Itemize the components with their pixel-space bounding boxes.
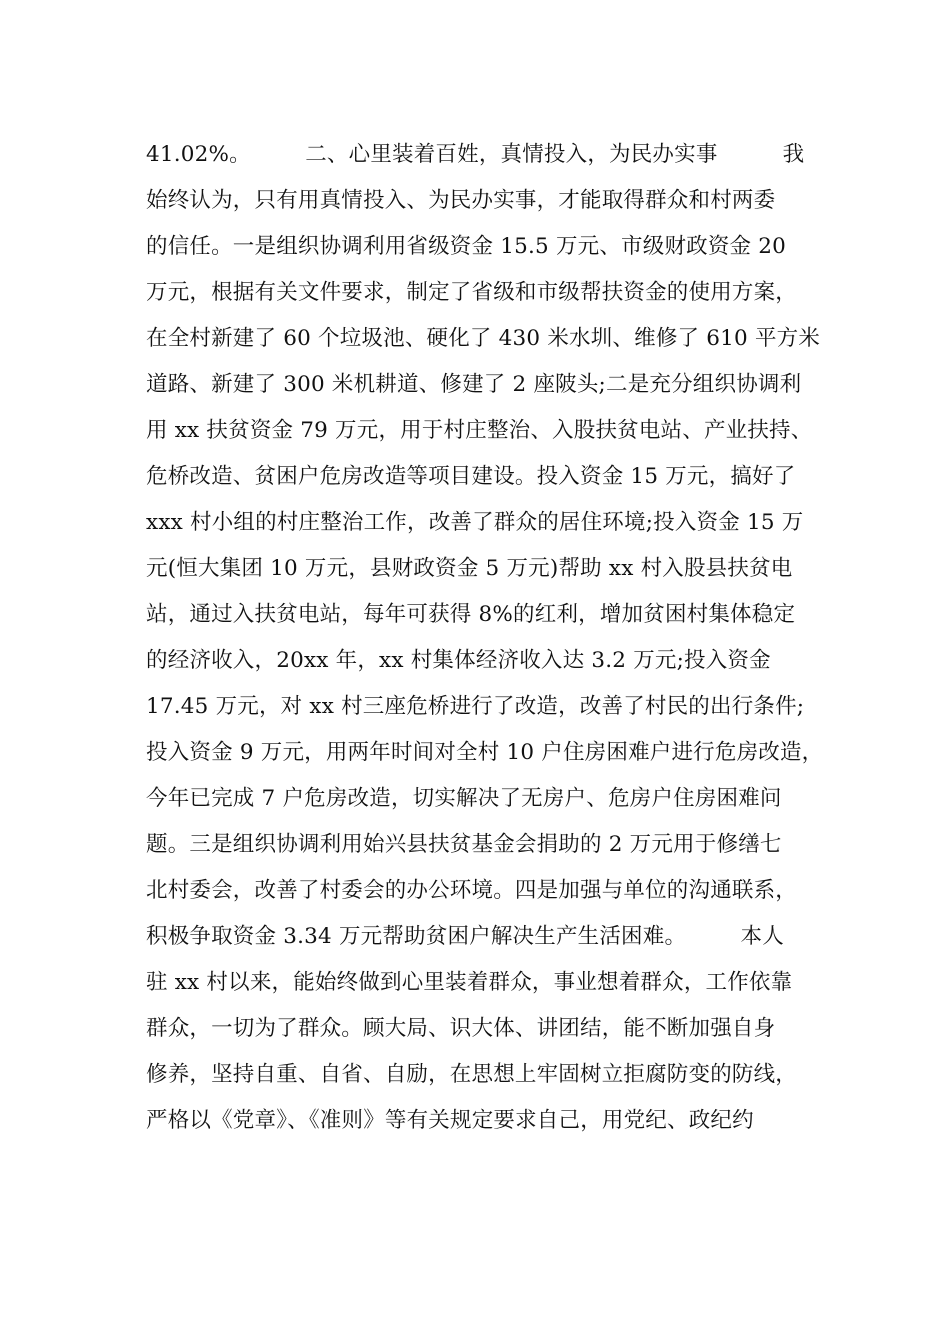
text-line: 的信任。一是组织协调利用省级资金 15.5 万元、市级财政资金 20 [146, 234, 787, 259]
text-line: 驻 xx 村以来，能始终做到心里装着群众，事业想着群众，工作依靠 [146, 970, 793, 995]
text-line: 危桥改造、贫困户危房改造等项目建设。投入资金 15 万元，搞好了 [146, 464, 796, 489]
text-line: 严格以《党章》、《准则》等有关规定要求自己，用党纪、政纪约 [146, 1108, 754, 1133]
text-line: 始终认为，只有用真情投入、为民办实事，才能取得群众和村两委 [146, 188, 776, 213]
text-line: 今年已完成 7 户危房改造，切实解决了无房户、危房户住房困难问 [146, 786, 782, 811]
text-line: 元(恒大集团 10 万元，县财政资金 5 万元)帮助 xx 村入股县扶贫电 [146, 556, 793, 581]
text-line: 站，通过入扶贫电站，每年可获得 8%的红利，增加贫困村集体稳定 [146, 602, 796, 627]
text-line: 修养，坚持自重、自省、自励，在思想上牢固树立拒腐防变的防线， [146, 1062, 798, 1087]
text-line: 的经济收入，20xx 年，xx 村集体经济收入达 3.2 万元;投入资金 [146, 648, 771, 673]
text-line: 用 xx 扶贫资金 79 万元，用于村庄整治、入股扶贫电站、产业扶持、 [146, 418, 813, 443]
body-text [146, 132, 826, 1144]
text-line: 41.02%。 二、心里装着百姓，真情投入，为民办实事 我 [146, 142, 805, 167]
text-line: 在全村新建了 60 个垃圾池、硬化了 430 米水圳、维修了 610 平方米 [146, 326, 821, 351]
text-line: 题。三是组织协调利用始兴县扶贫基金会捐助的 2 万元用于修缮七 [146, 832, 782, 857]
text-line: 17.45 万元，对 xx 村三座危桥进行了改造，改善了村民的出行条件; [146, 694, 805, 719]
text-line: 万元，根据有关文件要求，制定了省级和市级帮扶资金的使用方案， [146, 280, 798, 305]
text-line: 群众，一切为了群众。顾大局、识大体、讲团结，能不断加强自身 [146, 1016, 776, 1041]
text-line: 北村委会，改善了村委会的办公环境。四是加强与单位的沟通联系， [146, 878, 798, 903]
text-line: xxx 村小组的村庄整治工作，改善了群众的居住环境;投入资金 15 万 [146, 510, 804, 535]
text-line: 投入资金 9 万元，用两年时间对全村 10 户住房困难户进行危房改造， [146, 740, 824, 765]
text-line: 积极争取资金 3.34 万元帮助贫困户解决生产生活困难。 本人 [146, 924, 784, 949]
text-line: 道路、新建了 300 米机耕道、修建了 2 座陂头;二是充分组织协调利 [146, 372, 802, 397]
